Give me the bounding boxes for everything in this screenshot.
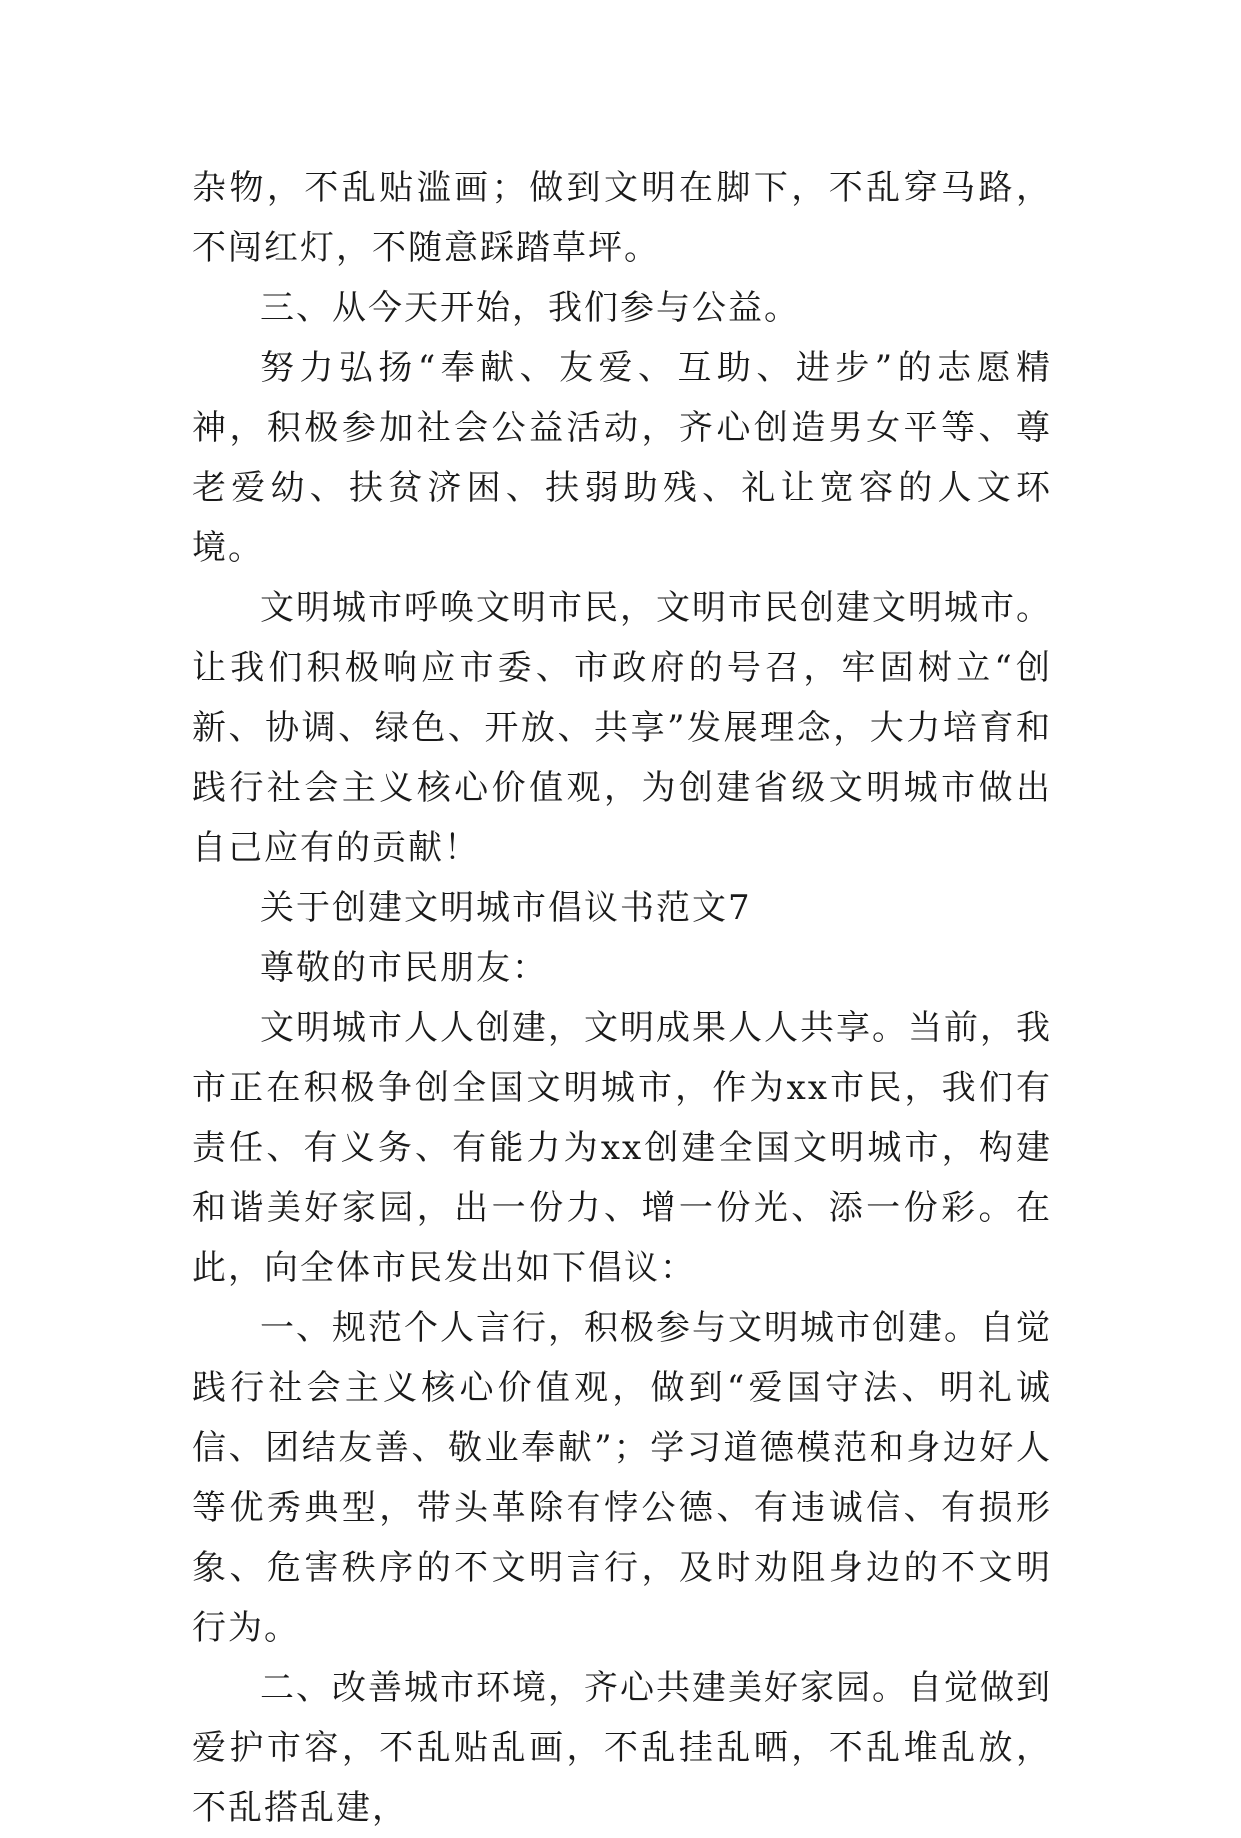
paragraph-continuation: 杂物，不乱贴滥画；做到文明在脚下，不乱穿马路，不闯红灯，不随意踩踏草坪。: [192, 168, 1052, 268]
paragraph: 文明城市人人创建，文明成果人人共享。当前，我市正在积极争创全国文明城市，作为xx市民，我们有责任、有义务、有能力为xx创建全国文明城市，构建和谐美好家园，出一份力、增一份光、添一份彩。在此，向全体市民发出如下倡议：: [192, 1008, 1052, 1288]
document-body: [192, 158, 1052, 1838]
paragraph: 努力弘扬“奉献、友爱、互助、进步”的志愿精神，积极参加社会公益活动，齐心创造男女平等、尊老爱幼、扶贫济困、扶弱助残、礼让宽容的人文环境。: [192, 348, 1052, 568]
paragraph-heading-public-welfare: 三、从今天开始，我们参与公益。: [260, 288, 800, 328]
paragraph: 一、规范个人言行，积极参与文明城市创建。自觉践行社会主义核心价值观，做到“爱国守法、明礼诚信、团结友善、敬业奉献”；学习道德模范和身边好人等优秀典型，带头革除有悖公德、有违诚信、有损形象、危害秩序的不文明言行，及时劝阻身边的不文明行为。: [192, 1308, 1052, 1648]
section-title: 关于创建文明城市倡议书范文7: [260, 888, 752, 928]
paragraph: 二、改善城市环境，齐心共建美好家园。自觉做到爱护市容，不乱贴乱画，不乱挂乱晒，不乱堆乱放，不乱搭乱建，: [192, 1668, 1052, 1828]
paragraph: 文明城市呼唤文明市民，文明市民创建文明城市。让我们积极响应市委、市政府的号召，牢固树立“创新、协调、绿色、开放、共享”发展理念，大力培育和践行社会主义核心价值观，为创建省级文明城市做出自己应有的贡献！: [192, 588, 1052, 868]
salutation: 尊敬的市民朋友：: [260, 948, 548, 988]
